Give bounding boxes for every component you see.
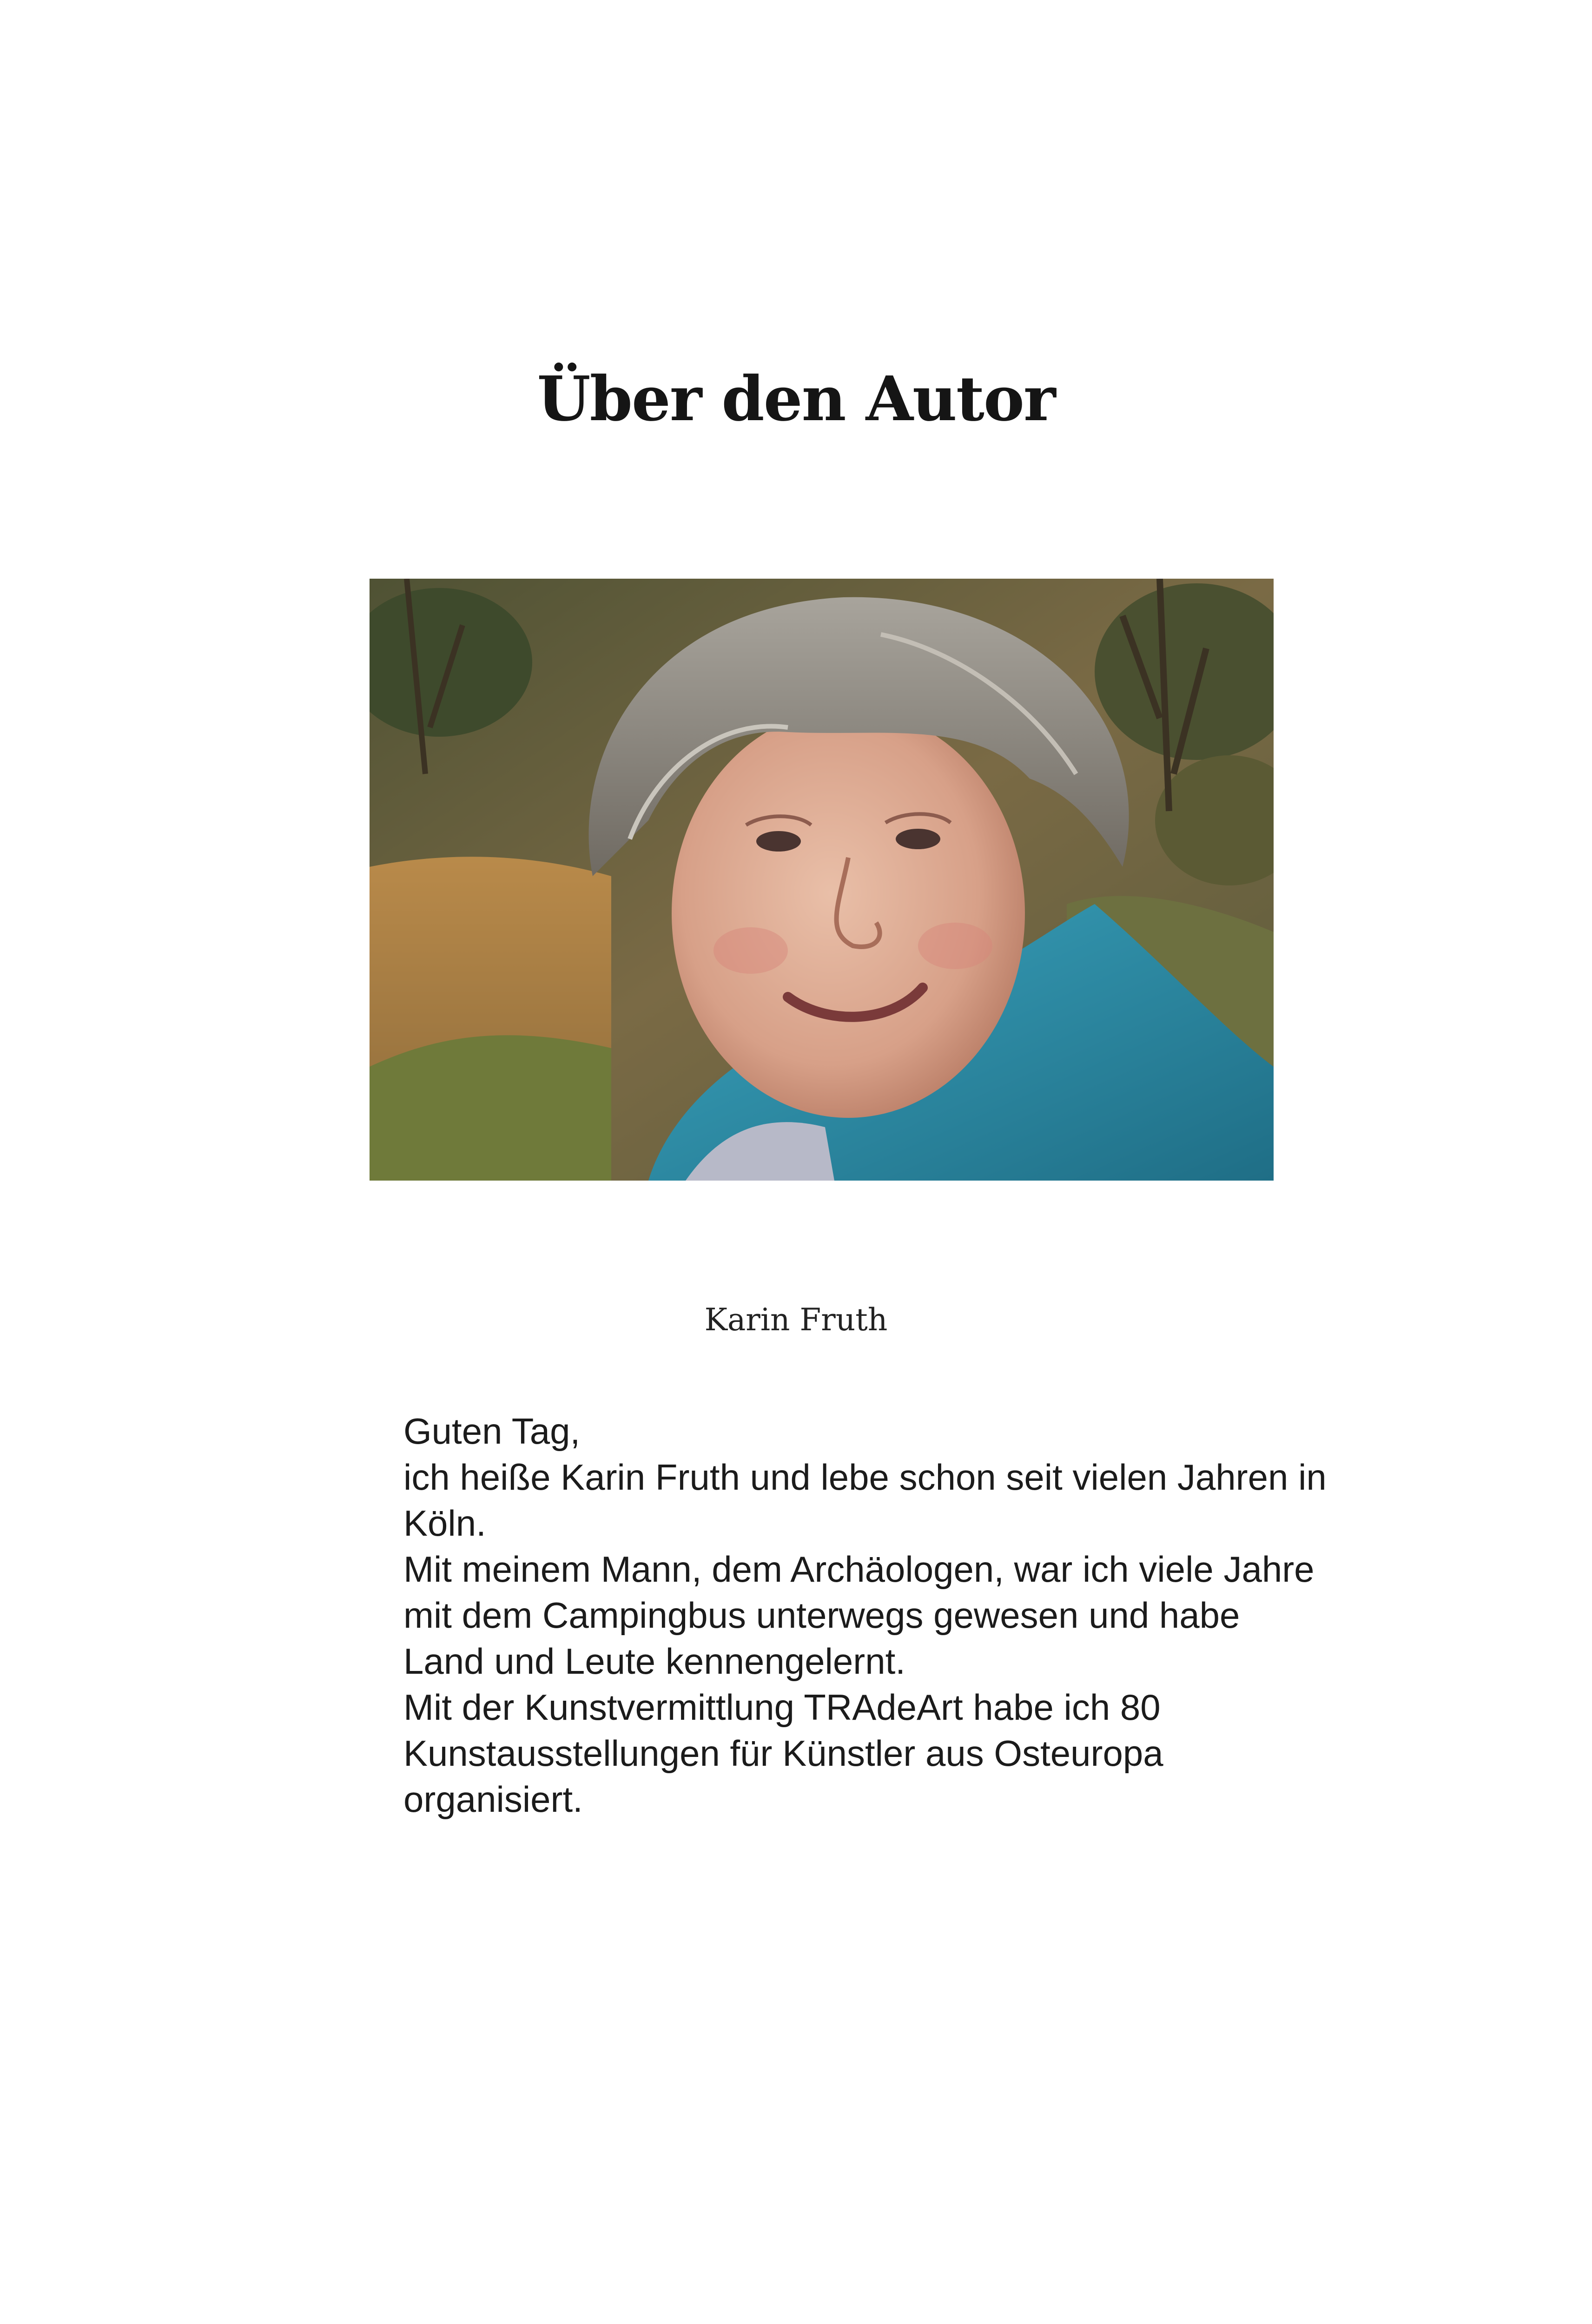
author-bio [403, 1408, 1389, 1822]
bio-line: Köln. [403, 1503, 486, 1544]
bio-line: Land und Leute kennengelernt. [403, 1641, 905, 1682]
bio-line: mit dem Campingbus unterwegs gewesen und habe [403, 1595, 1240, 1636]
bio-line: ich heiße Karin Fruth und lebe schon seit vielen Jahren in [403, 1457, 1327, 1498]
bio-line: Guten Tag, [403, 1411, 581, 1452]
page-title: Über den Autor [537, 363, 1055, 435]
author-photo [370, 579, 1274, 1181]
bio-line: organisiert. [403, 1779, 583, 1820]
bio-line: Kunstausstellungen für Künstler aus Osteuropa [403, 1733, 1163, 1774]
bio-line: Mit meinem Mann, dem Archäologen, war ich viele Jahre [403, 1549, 1315, 1590]
photo-caption: Karin Fruth [704, 1302, 888, 1338]
bio-line: Mit der Kunstvermittlung TRAdeArt habe ich 80 [403, 1687, 1161, 1728]
